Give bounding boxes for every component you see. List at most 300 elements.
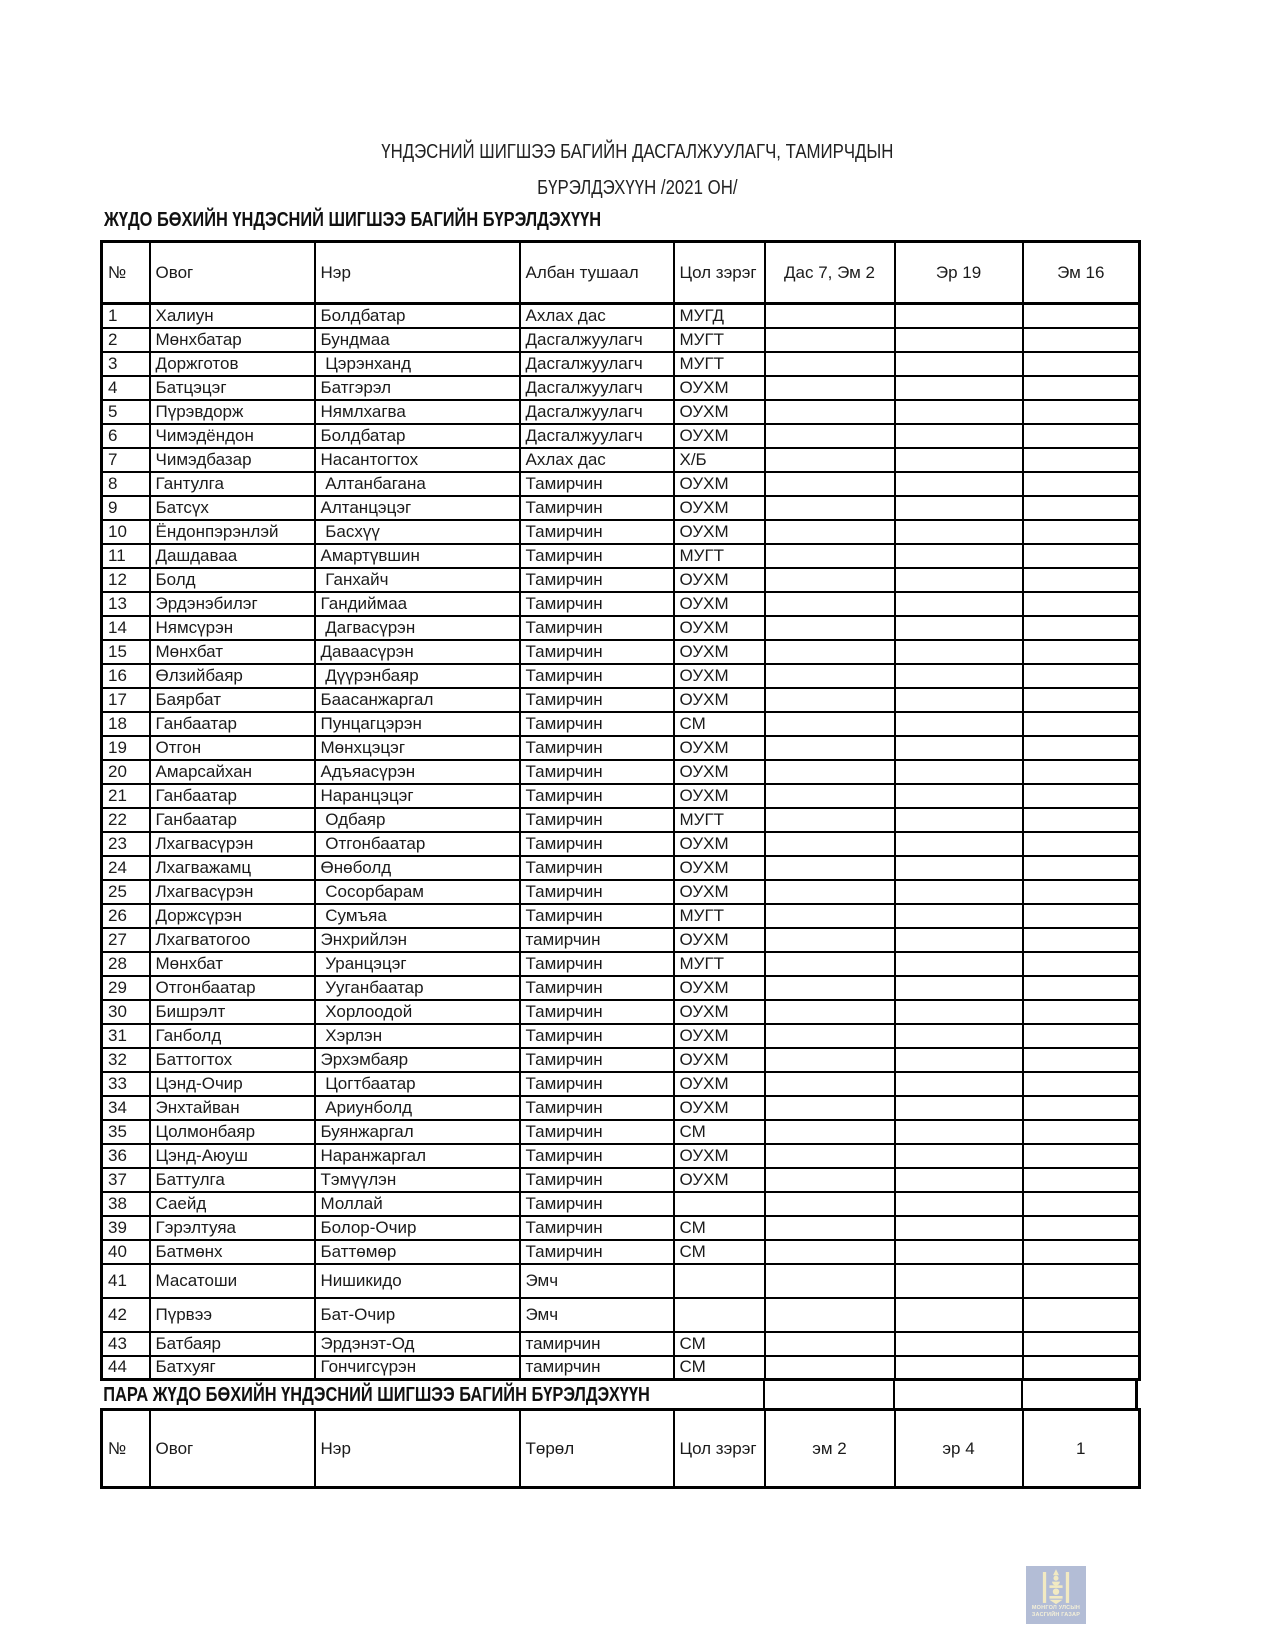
surname-cell: Гэрэлтуяа [150, 1216, 315, 1240]
surname-cell: Батмөнх [150, 1240, 315, 1264]
rank-cell: ОУХМ [674, 592, 765, 616]
table-row [102, 1072, 1140, 1096]
surname-cell: Батхуяг [150, 1356, 315, 1380]
surname-cell: Баярбат [150, 688, 315, 712]
position-cell: Тамирчин [520, 592, 674, 616]
empty-cell [1023, 1216, 1140, 1240]
row-number-cell: 21 [102, 784, 150, 808]
rank-cell: ОУХМ [674, 496, 765, 520]
name-cell: Дүүрэнбаяр [315, 664, 520, 688]
empty-cell [1023, 904, 1140, 928]
table-row [102, 880, 1140, 904]
row-number-cell: 37 [102, 1168, 150, 1192]
position-cell: Тамирчин [520, 664, 674, 688]
row-number-cell: 34 [102, 1096, 150, 1120]
surname-cell: Доржготов [150, 352, 315, 376]
name-cell: Тэмүүлэн [315, 1168, 520, 1192]
rank-cell: ОУХМ [674, 688, 765, 712]
name-cell: Өнөболд [315, 856, 520, 880]
empty-cell [765, 976, 895, 1000]
position-cell: Тамирчин [520, 1144, 674, 1168]
position-cell: Тамирчин [520, 544, 674, 568]
rank-cell: ОУХМ [674, 856, 765, 880]
table-row [102, 808, 1140, 832]
name-cell: Баасанжаргал [315, 688, 520, 712]
para-section-band [100, 1381, 1138, 1408]
government-logo [1026, 1566, 1086, 1624]
row-number-cell: 16 [102, 664, 150, 688]
empty-cell [895, 952, 1023, 976]
table-row [102, 352, 1140, 376]
row-number-cell: 40 [102, 1240, 150, 1264]
position-cell: Дасгалжуулагч [520, 352, 674, 376]
empty-cell [765, 1120, 895, 1144]
empty-cell [765, 1356, 895, 1380]
row-number-cell: 35 [102, 1120, 150, 1144]
position-cell: Дасгалжуулагч [520, 376, 674, 400]
table-row [102, 712, 1140, 736]
rank-cell: ОУХМ [674, 1144, 765, 1168]
col-header-er19: Эр 19 [895, 242, 1023, 304]
rank-cell: СМ [674, 1216, 765, 1240]
empty-cell [895, 736, 1023, 760]
surname-cell: Пүрэвдорж [150, 400, 315, 424]
col-header-em16: Эм 16 [1023, 242, 1140, 304]
empty-cell [765, 1048, 895, 1072]
rank-cell: МУГТ [674, 544, 765, 568]
rank-cell: МУГТ [674, 952, 765, 976]
rank-cell: ОУХМ [674, 976, 765, 1000]
table-row [102, 400, 1140, 424]
table-row [102, 664, 1140, 688]
name-cell: Гончигсүрэн [315, 1356, 520, 1380]
name-cell: Сумъяа [315, 904, 520, 928]
rank-cell [674, 1298, 765, 1332]
empty-cell [1023, 928, 1140, 952]
name-cell: Моллай [315, 1192, 520, 1216]
name-cell: Пунцагцэрэн [315, 712, 520, 736]
empty-cell [1023, 568, 1140, 592]
row-number-cell: 25 [102, 880, 150, 904]
surname-cell: Батсүх [150, 496, 315, 520]
rank-cell: ОУХМ [674, 520, 765, 544]
empty-cell [765, 1332, 895, 1356]
empty-cell [1023, 1240, 1140, 1264]
tables-area [100, 240, 1138, 1489]
empty-cell [765, 568, 895, 592]
empty-cell [893, 1381, 1021, 1408]
empty-cell [1023, 448, 1140, 472]
table-row [102, 1096, 1140, 1120]
rank-cell: МУГТ [674, 328, 765, 352]
table-row [102, 1216, 1140, 1240]
empty-cell [765, 1216, 895, 1240]
empty-cell [895, 808, 1023, 832]
empty-cell [1023, 952, 1140, 976]
table-row [102, 688, 1140, 712]
position-cell: Ахлах дас [520, 448, 674, 472]
empty-cell [895, 1192, 1023, 1216]
para-table-header [102, 1410, 1140, 1488]
surname-cell: Чимэдбазар [150, 448, 315, 472]
empty-cell [895, 880, 1023, 904]
name-cell: Болдбатар [315, 424, 520, 448]
position-cell: Тамирчин [520, 640, 674, 664]
table-row [102, 904, 1140, 928]
table-row [102, 1192, 1140, 1216]
empty-cell [1023, 400, 1140, 424]
empty-cell [765, 880, 895, 904]
empty-cell [895, 760, 1023, 784]
empty-cell [895, 352, 1023, 376]
soyombo-icon [1041, 1569, 1071, 1605]
empty-cell [895, 640, 1023, 664]
empty-cell [765, 1298, 895, 1332]
name-cell: Дагвасүрэн [315, 616, 520, 640]
table-row [102, 1120, 1140, 1144]
name-cell: Насантогтох [315, 448, 520, 472]
surname-cell: Цэнд-Очир [150, 1072, 315, 1096]
row-number-cell: 24 [102, 856, 150, 880]
surname-cell: Мөнхбатар [150, 328, 315, 352]
empty-cell [1023, 688, 1140, 712]
para-col-header-type: Төрөл [520, 1410, 674, 1488]
name-cell: Даваасүрэн [315, 640, 520, 664]
row-number-cell: 43 [102, 1332, 150, 1356]
empty-cell [1023, 736, 1140, 760]
empty-cell [1023, 1000, 1140, 1024]
position-cell: Дасгалжуулагч [520, 328, 674, 352]
name-cell: Адъяасүрэн [315, 760, 520, 784]
empty-cell [895, 544, 1023, 568]
row-number-cell: 30 [102, 1000, 150, 1024]
row-number-cell: 19 [102, 736, 150, 760]
empty-cell [765, 640, 895, 664]
empty-cell [765, 1264, 895, 1298]
empty-cell [895, 616, 1023, 640]
surname-cell: Батбаяр [150, 1332, 315, 1356]
name-cell: Батгэрэл [315, 376, 520, 400]
empty-cell [895, 1332, 1023, 1356]
section-heading [104, 208, 725, 232]
row-number-cell: 28 [102, 952, 150, 976]
empty-cell [895, 472, 1023, 496]
empty-cell [1023, 1298, 1140, 1332]
empty-cell [1023, 1332, 1140, 1356]
empty-cell [895, 304, 1023, 328]
surname-cell: Цэнд-Аюуш [150, 1144, 315, 1168]
empty-cell [1023, 1024, 1140, 1048]
rank-cell: СМ [674, 1240, 765, 1264]
empty-cell [895, 1048, 1023, 1072]
empty-cell [895, 424, 1023, 448]
empty-cell [895, 1144, 1023, 1168]
name-cell: Ганхайч [315, 568, 520, 592]
row-number-cell: 29 [102, 976, 150, 1000]
empty-cell [1023, 616, 1140, 640]
empty-cell [1023, 1192, 1140, 1216]
row-number-cell: 13 [102, 592, 150, 616]
empty-cell [1023, 1072, 1140, 1096]
para-section-heading [100, 1381, 763, 1408]
empty-cell [895, 1120, 1023, 1144]
empty-cell [765, 688, 895, 712]
empty-cell [765, 496, 895, 520]
table-row [102, 1332, 1140, 1356]
empty-cell [895, 1072, 1023, 1096]
table-row [102, 424, 1140, 448]
empty-cell [1023, 352, 1140, 376]
rank-cell: СМ [674, 712, 765, 736]
surname-cell: Мөнхбат [150, 952, 315, 976]
surname-cell: Ганбаатар [150, 784, 315, 808]
empty-cell [1023, 1096, 1140, 1120]
empty-cell [895, 592, 1023, 616]
row-number-cell: 44 [102, 1356, 150, 1380]
name-cell: Амартүвшин [315, 544, 520, 568]
surname-cell: Батцэцэг [150, 376, 315, 400]
position-cell: Тамирчин [520, 1072, 674, 1096]
table-row [102, 1240, 1140, 1264]
logo-caption-line1: МОНГОЛ УЛСЫН [1031, 1605, 1081, 1611]
empty-cell [895, 1096, 1023, 1120]
empty-cell [1023, 1356, 1140, 1380]
empty-cell [1023, 1048, 1140, 1072]
name-cell: Бат-Очир [315, 1298, 520, 1332]
position-cell: Тамирчин [520, 1024, 674, 1048]
name-cell: Наранцэцэг [315, 784, 520, 808]
name-cell: Энхрийлэн [315, 928, 520, 952]
empty-cell [765, 760, 895, 784]
surname-cell: Энхтайван [150, 1096, 315, 1120]
row-number-cell: 36 [102, 1144, 150, 1168]
table-row [102, 328, 1140, 352]
table-row [102, 1000, 1140, 1024]
row-number-cell: 1 [102, 304, 150, 328]
table-row [102, 736, 1140, 760]
name-cell: Мөнхцэцэг [315, 736, 520, 760]
rank-cell: ОУХМ [674, 664, 765, 688]
position-cell: Тамирчин [520, 496, 674, 520]
row-number-cell: 10 [102, 520, 150, 544]
table-row [102, 568, 1140, 592]
name-cell: Буянжаргал [315, 1120, 520, 1144]
surname-cell: Лхагважамц [150, 856, 315, 880]
position-cell: Тамирчин [520, 904, 674, 928]
empty-cell [1023, 1168, 1140, 1192]
row-number-cell: 6 [102, 424, 150, 448]
para-band-cells [763, 1381, 1138, 1408]
position-cell: Тамирчин [520, 832, 674, 856]
document-title [0, 134, 1275, 206]
empty-cell [1023, 328, 1140, 352]
table-row [102, 832, 1140, 856]
name-cell: Цэрэнханд [315, 352, 520, 376]
row-number-cell: 9 [102, 496, 150, 520]
name-cell: Бундмаа [315, 328, 520, 352]
surname-cell: Цолмонбаяр [150, 1120, 315, 1144]
empty-cell [765, 856, 895, 880]
name-cell: Басхүү [315, 520, 520, 544]
row-number-cell: 33 [102, 1072, 150, 1096]
empty-cell [765, 544, 895, 568]
empty-cell [765, 520, 895, 544]
position-cell: Тамирчин [520, 1048, 674, 1072]
table-row [102, 496, 1140, 520]
row-number-cell: 15 [102, 640, 150, 664]
position-cell: Тамирчин [520, 808, 674, 832]
rank-cell: ОУХМ [674, 640, 765, 664]
empty-cell [763, 1381, 893, 1408]
empty-cell [895, 1356, 1023, 1380]
empty-cell [765, 784, 895, 808]
empty-cell [1023, 472, 1140, 496]
empty-cell [765, 328, 895, 352]
rank-cell: ОУХМ [674, 1096, 765, 1120]
name-cell: Цогтбаатар [315, 1072, 520, 1096]
empty-cell [1023, 712, 1140, 736]
name-cell: Нишикидо [315, 1264, 520, 1298]
surname-cell: Баттулга [150, 1168, 315, 1192]
empty-cell [1023, 808, 1140, 832]
empty-cell [1023, 496, 1140, 520]
empty-cell [765, 472, 895, 496]
row-number-cell: 3 [102, 352, 150, 376]
table-row [102, 304, 1140, 328]
name-cell: Наранжаргал [315, 1144, 520, 1168]
position-cell: тамирчин [520, 1332, 674, 1356]
empty-cell [1023, 664, 1140, 688]
empty-cell [895, 568, 1023, 592]
surname-cell: Өлзийбаяр [150, 664, 315, 688]
position-cell: Тамирчин [520, 520, 674, 544]
name-cell: Отгонбаатар [315, 832, 520, 856]
empty-cell [765, 1096, 895, 1120]
position-cell: Эмч [520, 1298, 674, 1332]
position-cell: тамирчин [520, 928, 674, 952]
empty-cell [765, 616, 895, 640]
position-cell: Эмч [520, 1264, 674, 1298]
title-line-2: БҮРЭЛДЭХҮҮН /2021 ОН/ [537, 176, 738, 199]
empty-cell [765, 712, 895, 736]
table-row [102, 592, 1140, 616]
para-col-header-rank: Цол зэрэг [674, 1410, 765, 1488]
table-row [102, 616, 1140, 640]
empty-cell [1023, 880, 1140, 904]
surname-cell: Пүрвээ [150, 1298, 315, 1332]
section-heading-text: ЖҮДО БӨХИЙН ҮНДЭСНИЙ ШИГШЭЭ БАГИЙН БҮРЭЛДЭХҮҮН [104, 208, 602, 231]
logo-caption [1032, 1605, 1080, 1618]
name-cell: Хорлоодой [315, 1000, 520, 1024]
empty-cell [895, 328, 1023, 352]
row-number-cell: 14 [102, 616, 150, 640]
rank-cell: ОУХМ [674, 472, 765, 496]
rank-cell: ОУХМ [674, 376, 765, 400]
row-number-cell: 8 [102, 472, 150, 496]
empty-cell [765, 1144, 895, 1168]
para-section-heading-text: ПАРА ЖҮДО БӨХИЙН ҮНДЭСНИЙ ШИГШЭЭ БАГИЙН БҮРЭЛДЭХҮҮН [103, 1382, 650, 1406]
name-cell: Одбаяр [315, 808, 520, 832]
empty-cell [895, 688, 1023, 712]
name-cell: Алтанцэцэг [315, 496, 520, 520]
name-cell: Эрхэмбаяр [315, 1048, 520, 1072]
empty-cell [1023, 520, 1140, 544]
empty-cell [1023, 592, 1140, 616]
name-cell: Болор-Очир [315, 1216, 520, 1240]
col-header-position: Албан тушаал [520, 242, 674, 304]
team-table-body [102, 304, 1140, 1380]
surname-cell: Чимэдёндон [150, 424, 315, 448]
empty-cell [765, 1072, 895, 1096]
rank-cell: ОУХМ [674, 616, 765, 640]
empty-cell [765, 928, 895, 952]
table-row [102, 1264, 1140, 1298]
surname-cell: Доржсүрэн [150, 904, 315, 928]
row-number-cell: 26 [102, 904, 150, 928]
title-line-1: ҮНДЭСНИЙ ШИГШЭЭ БАГИЙН ДАСГАЛЖУУЛАГЧ, ТАМИРЧДЫН [381, 140, 894, 163]
surname-cell: Халиун [150, 304, 315, 328]
surname-cell: Бишрэлт [150, 1000, 315, 1024]
rank-cell: ОУХМ [674, 880, 765, 904]
empty-cell [895, 520, 1023, 544]
table-row [102, 472, 1140, 496]
empty-cell [895, 1024, 1023, 1048]
surname-cell: Нямсүрэн [150, 616, 315, 640]
rank-cell: СМ [674, 1332, 765, 1356]
name-cell: Алтанбагана [315, 472, 520, 496]
table-row [102, 1168, 1140, 1192]
name-cell: Эрдэнэт-Од [315, 1332, 520, 1356]
row-number-cell: 17 [102, 688, 150, 712]
row-number-cell: 41 [102, 1264, 150, 1298]
position-cell: Ахлах дас [520, 304, 674, 328]
empty-cell [895, 904, 1023, 928]
table-row [102, 376, 1140, 400]
logo-caption-line2: ЗАСГИЙН ГАЗАР [1031, 1611, 1081, 1618]
rank-cell: МУГТ [674, 808, 765, 832]
rank-cell: МУГТ [674, 904, 765, 928]
empty-cell [1023, 424, 1140, 448]
empty-cell [895, 928, 1023, 952]
empty-cell [1023, 832, 1140, 856]
row-number-cell: 42 [102, 1298, 150, 1332]
rank-cell: МУГТ [674, 352, 765, 376]
empty-cell [895, 376, 1023, 400]
name-cell: Сосорбарам [315, 880, 520, 904]
surname-cell: Ганболд [150, 1024, 315, 1048]
position-cell: Тамирчин [520, 1096, 674, 1120]
rank-cell: СМ [674, 1120, 765, 1144]
table-row [102, 1144, 1140, 1168]
name-cell: Болдбатар [315, 304, 520, 328]
position-cell: Дасгалжуулагч [520, 400, 674, 424]
row-number-cell: 38 [102, 1192, 150, 1216]
empty-cell [1021, 1381, 1138, 1408]
name-cell: Уранцэцэг [315, 952, 520, 976]
position-cell: Тамирчин [520, 760, 674, 784]
position-cell: Тамирчин [520, 712, 674, 736]
table-row [102, 784, 1140, 808]
rank-cell: ОУХМ [674, 1048, 765, 1072]
surname-cell: Отгон [150, 736, 315, 760]
row-number-cell: 5 [102, 400, 150, 424]
empty-cell [1023, 760, 1140, 784]
rank-cell: Х/Б [674, 448, 765, 472]
judo-team-table [100, 240, 1141, 1381]
position-cell: Тамирчин [520, 1120, 674, 1144]
empty-cell [1023, 976, 1140, 1000]
surname-cell: Масатоши [150, 1264, 315, 1298]
